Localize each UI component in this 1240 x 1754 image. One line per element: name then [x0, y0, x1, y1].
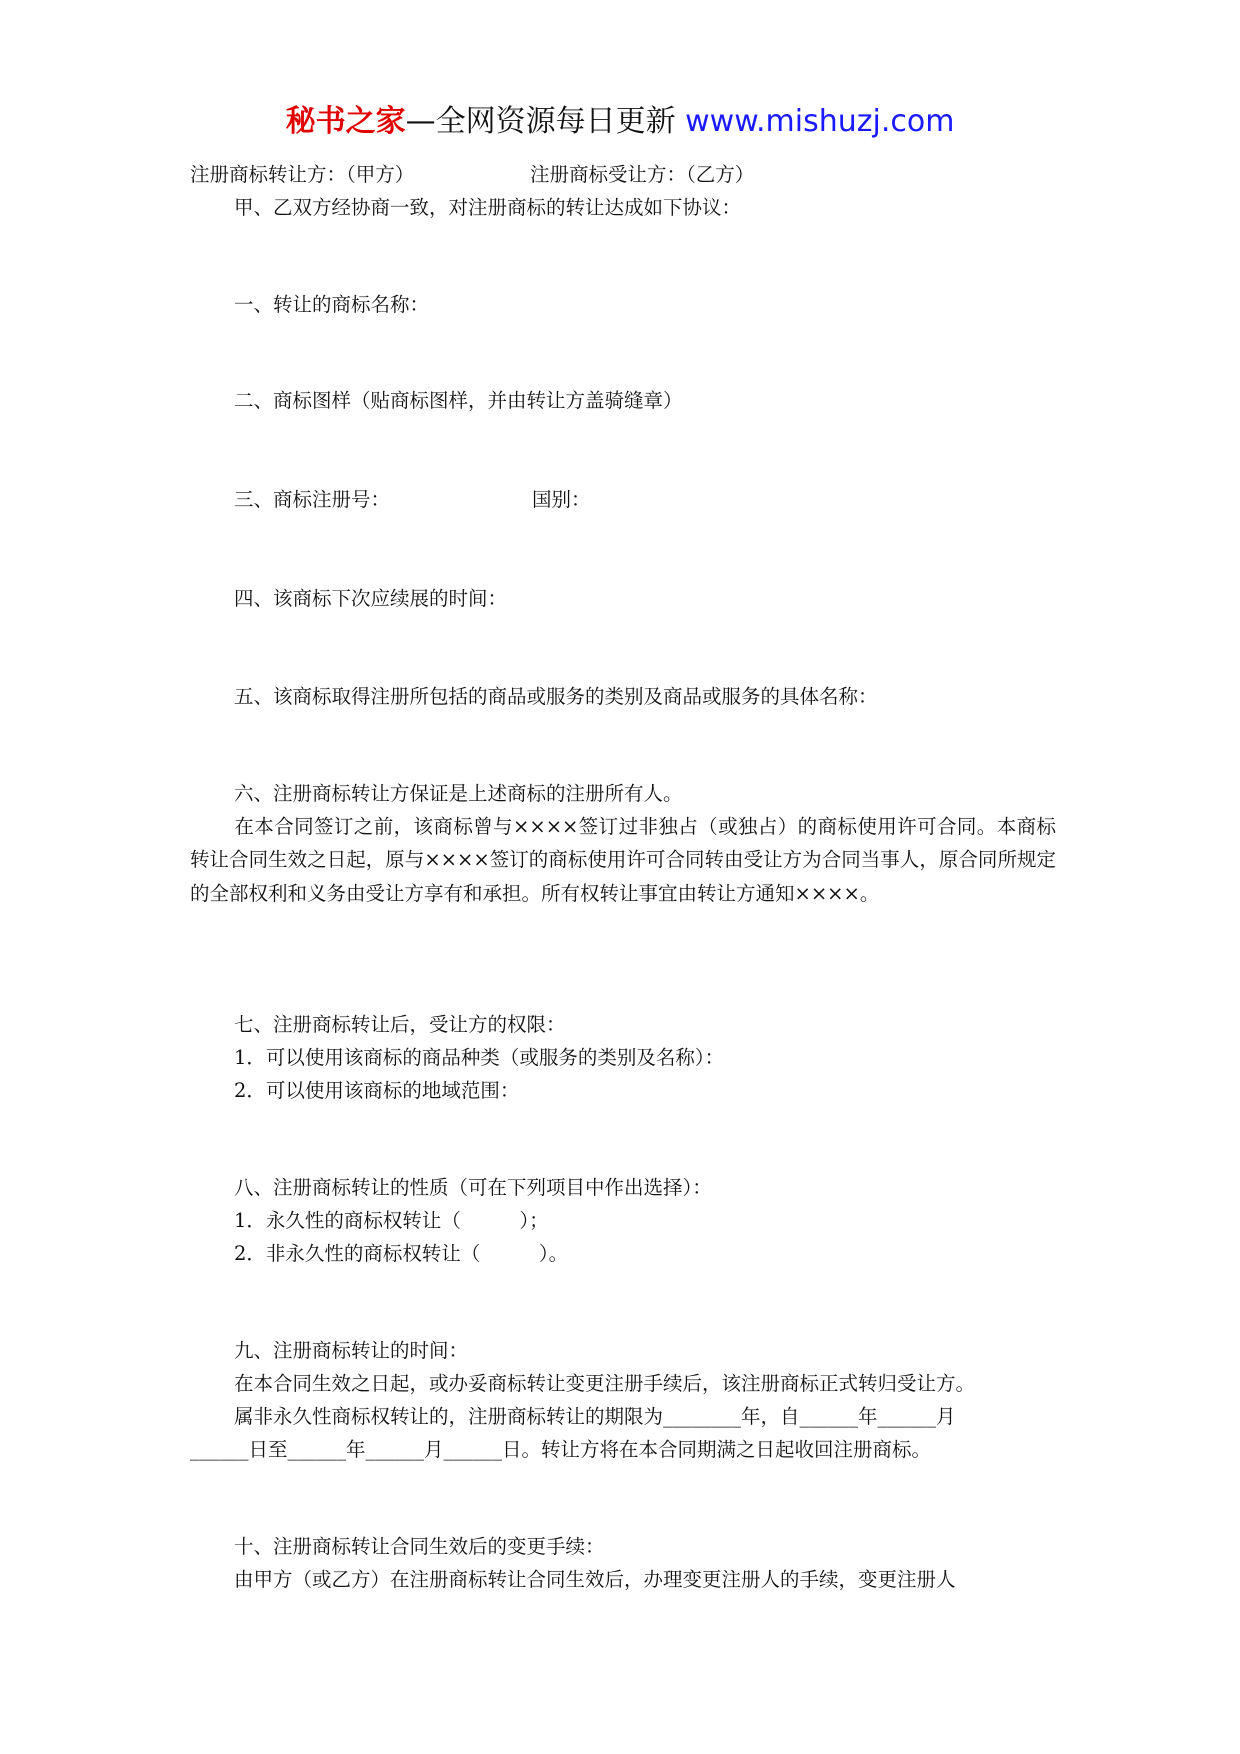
- section-4-heading: 四、该商标下次应续展的时间：: [234, 587, 508, 610]
- section-3-country: 国别：: [532, 488, 591, 511]
- transferee-label: 注册商标受让方：（乙方）: [530, 163, 755, 186]
- site-url-link[interactable]: www.mishuzj.com: [685, 104, 955, 139]
- transferor-label: 注册商标转让方：（甲方）: [190, 163, 415, 186]
- section-6-heading: 六、注册商标转让方保证是上述商标的注册所有人。: [234, 782, 683, 805]
- section-8-option-2: 2．非永久性的商标权转让（ ）。: [234, 1242, 569, 1265]
- section-6-body: [190, 810, 1056, 910]
- brand-name: 秘书之家: [285, 104, 406, 139]
- section-2-heading: 二、商标图样（贴商标图样，并由转让方盖骑缝章）: [234, 389, 683, 412]
- section-9-text-1: 在本合同生效之日起，或办妥商标转让变更注册手续后，该注册商标正式转归受让方。: [234, 1372, 976, 1395]
- section-7-item-1: 1．可以使用该商标的商品种类（或服务的类别及名称）：: [234, 1046, 725, 1069]
- section-8-option-1: 1．永久性的商标权转让（ ）；: [234, 1209, 549, 1232]
- section-10-text-1: 由甲方（或乙方）在注册商标转让合同生效后，办理变更注册人的手续，变更注册人: [234, 1568, 956, 1591]
- section-7-heading: 七、注册商标转让后，受让方的权限：: [234, 1013, 566, 1036]
- site-banner: [0, 100, 1240, 144]
- section-1-heading: 一、转让的商标名称：: [234, 293, 430, 316]
- section-8-heading: 八、注册商标转让的性质（可在下列项目中作出选择）：: [234, 1176, 712, 1199]
- section-6-body-text: 在本合同签订之前，该商标曾与××××签订过非独占（或独占）的商标使用许可合同。本商标转让合同生效之日起，原与××××签订的商标使用许可合同转由受让方为合同当事人，原合同所规定的全部权利和义务由受让方享有和承担。所有权转让事宜由转让方通知××××。: [190, 815, 1056, 905]
- section-9-text-2a: 属非永久性商标权转让的，注册商标转让的期限为________年，自______年______月: [234, 1405, 956, 1428]
- intro-text: 甲、乙双方经协商一致，对注册商标的转让达成如下协议：: [234, 196, 742, 219]
- section-7-item-2: 2．可以使用该商标的地域范围：: [234, 1079, 520, 1102]
- section-3-heading: 三、商标注册号：: [234, 488, 391, 511]
- section-9-text-2b: ______日至______年______月______日。转让方将在本合同期满之日起收回注册商标。: [190, 1438, 932, 1461]
- section-5-heading: 五、该商标取得注册所包括的商品或服务的类别及商品或服务的具体名称：: [234, 685, 878, 708]
- banner-slogan: —全网资源每日更新: [405, 104, 676, 139]
- section-9-heading: 九、注册商标转让的时间：: [234, 1339, 469, 1362]
- section-10-heading: 十、注册商标转让合同生效后的变更手续：: [234, 1535, 605, 1558]
